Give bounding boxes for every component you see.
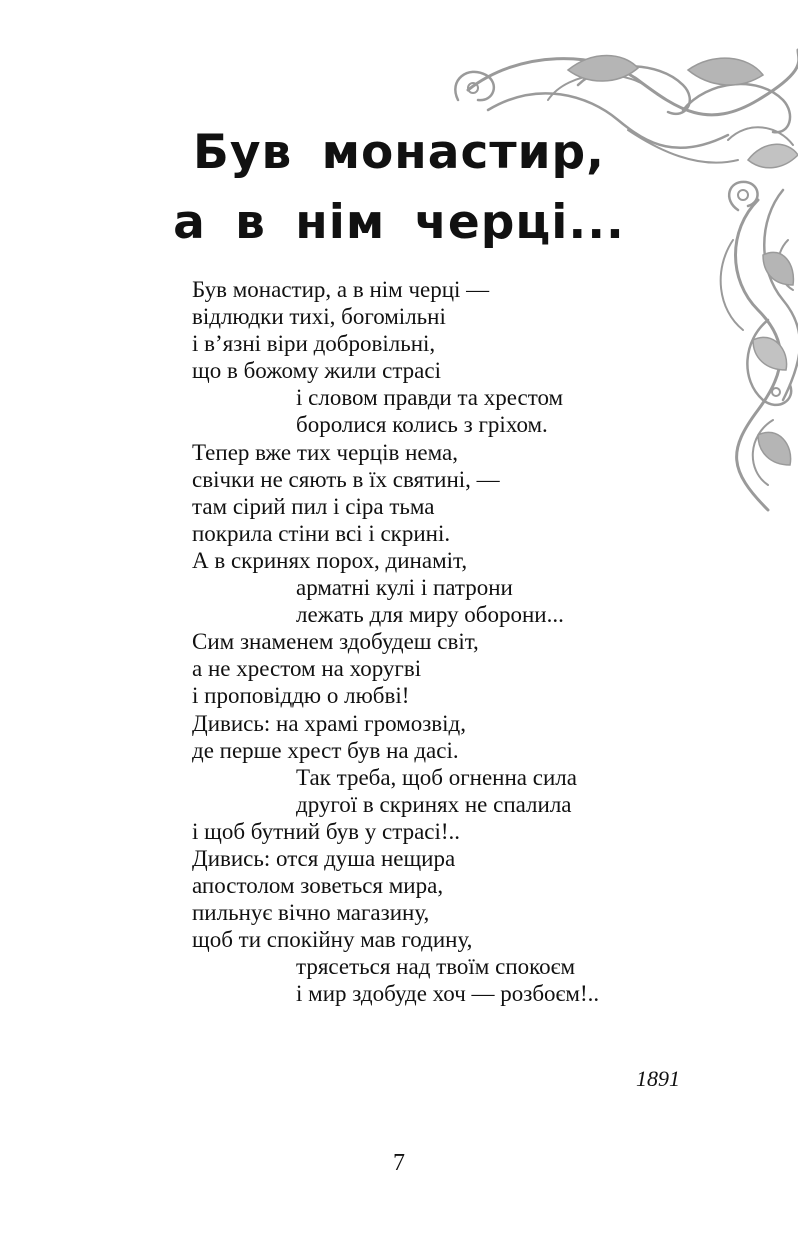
- poem-line: де перше хрест був на дасі.: [192, 737, 459, 763]
- poem-line: Сим знаменем здобудеш світ,: [192, 629, 479, 655]
- poem-line: лежать для миру оборони...: [296, 602, 564, 628]
- poem-line: що в божому жили страсі: [192, 358, 441, 384]
- poem-line: трясеться над твоїм спокоєм: [296, 954, 576, 980]
- poem-line: і мир здобуде хоч — розбоєм!..: [296, 981, 600, 1007]
- poem-line: покрила стіни всі і скрині.: [192, 520, 451, 546]
- poem-title-line-2: а в нім черці...: [173, 195, 625, 250]
- poem-line: Так треба, щоб огненна сила: [296, 764, 577, 790]
- poem-line: а не хрестом на хоругві: [192, 656, 422, 682]
- poem-line: і щоб бутний був у страсі!..: [192, 818, 461, 844]
- poem-line: А в скринях порох, динаміт,: [192, 547, 468, 573]
- poem-line: і проповіддю о любві!: [192, 683, 410, 709]
- poem-line: Був монастир, а в нім черці —: [192, 277, 490, 302]
- poem-line: відлюдки тихі, богомільні: [192, 304, 446, 330]
- poem-line: щоб ти спокійну мав годину,: [192, 927, 473, 953]
- poem-body: [192, 276, 712, 1008]
- poem-line: пильнує вічно магазину,: [192, 900, 430, 926]
- poem-line: свічки не сяють в їх святині, —: [192, 466, 500, 492]
- poem-line: апостолом зоветься мира,: [192, 873, 444, 899]
- poem-line: Тепер вже тих черців нема,: [192, 439, 458, 465]
- poem-line: і в’язні віри добровільні,: [192, 331, 436, 357]
- poem-title: [0, 118, 798, 258]
- poem-date: 1891: [636, 1066, 680, 1091]
- poem-title-line-1: Був монастир,: [193, 125, 605, 180]
- poem-line: там сірий пил і сіра тьма: [192, 493, 435, 519]
- poem-line: Дивись: на храмі громозвід,: [192, 710, 467, 736]
- poem-line: другої в скринях не спалила: [296, 791, 572, 817]
- poem-line: арматні кулі і патрони: [296, 575, 513, 601]
- poem-line: Дивись: отся душа нещира: [192, 845, 456, 871]
- page-number: 7: [393, 1150, 405, 1176]
- poem-line: боролися колись з гріхом.: [296, 412, 548, 438]
- poem-line: і словом правди та хрестом: [296, 385, 564, 411]
